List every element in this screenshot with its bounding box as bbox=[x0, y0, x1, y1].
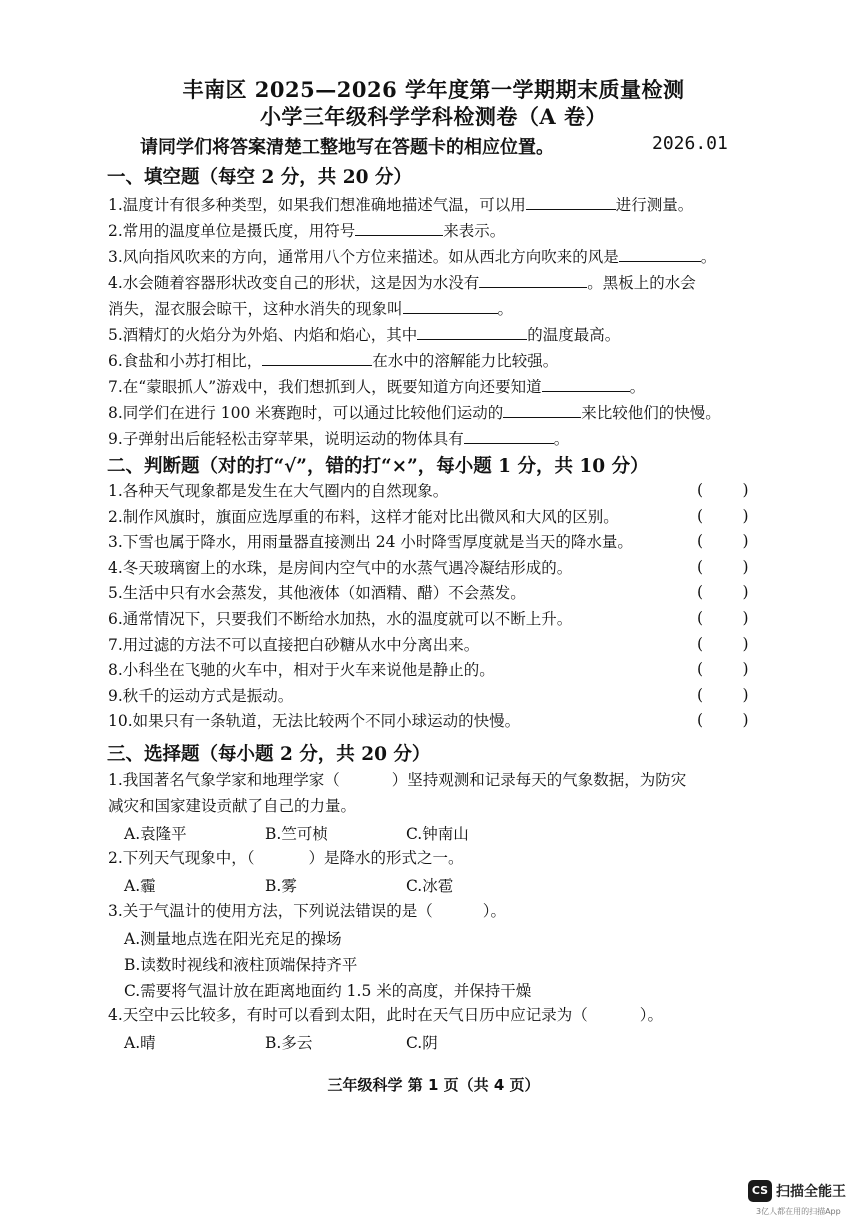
instruction-text: 请同学们将答案清楚工整地写在答题卡的相应位置。 bbox=[140, 137, 554, 158]
judgment-question: 5.生活中只有水会蒸发，其他液体（如酒精、醋）不会蒸发。 bbox=[108, 584, 526, 602]
answer-parentheses: ( ) bbox=[697, 711, 749, 729]
answer-blank bbox=[526, 193, 616, 210]
judgment-question: 2.制作风旗时，旗面应选厚重的布料，这样才能对比出微风和大风的区别。 bbox=[108, 508, 619, 526]
choice-question-1-cont: 减灾和国家建设贡献了自己的力量。 bbox=[108, 797, 357, 815]
fill-question-2: 2.常用的温度单位是摄氏度，用符号 来表示。 bbox=[108, 219, 505, 241]
option-b: B.多云 bbox=[265, 1034, 313, 1052]
fill-question-6: 6.食盐和小苏打相比， 在水中的溶解能力比较强。 bbox=[108, 349, 558, 371]
option-a: A.晴 bbox=[124, 1034, 156, 1052]
answer-parentheses: ( ) bbox=[697, 686, 749, 704]
option-a: A.霾 bbox=[124, 877, 156, 895]
fill-question-7: 7.在“蒙眼抓人”游戏中，我们想抓到人，既要知道方向还要知道 。 bbox=[108, 375, 645, 397]
option-c: C.冰雹 bbox=[406, 877, 454, 895]
answer-blank bbox=[542, 375, 630, 392]
judgment-question: 9.秋千的运动方式是振动。 bbox=[108, 687, 294, 705]
answer-parentheses: ( ) bbox=[697, 635, 749, 653]
judgment-question: 6.通常情况下，只要我们不断给水加热，水的温度就可以不断上升。 bbox=[108, 610, 573, 628]
answer-parentheses: ( ) bbox=[697, 660, 749, 678]
answer-parentheses: ( ) bbox=[697, 558, 749, 576]
option-b: B.竺可桢 bbox=[265, 825, 328, 843]
choice-question-2: 2.下列天气现象中，（ ）是降水的形式之一。 bbox=[108, 849, 464, 867]
option-b: B.雾 bbox=[265, 877, 297, 895]
fill-question-9: 9.子弹射出后能轻松击穿苹果，说明运动的物体具有 。 bbox=[108, 427, 569, 449]
section-1-heading: 一、填空题（每空 2 分，共 20 分） bbox=[107, 167, 412, 188]
answer-parentheses: ( ) bbox=[697, 609, 749, 627]
option-c: C.钟南山 bbox=[406, 825, 469, 843]
answer-blank bbox=[503, 401, 581, 418]
option-c: C.阴 bbox=[406, 1034, 438, 1052]
answer-parentheses: ( ) bbox=[697, 507, 749, 525]
answer-blank bbox=[479, 271, 587, 288]
choice-question-3: 3.关于气温计的使用方法，下列说法错误的是（ ）。 bbox=[108, 902, 507, 920]
choice-option-3c: C.需要将气温计放在距离地面约 1.5 米的高度，并保持干燥 bbox=[124, 982, 532, 1000]
choice-question-4: 4.天空中云比较多，有时可以看到太阳，此时在天气日历中应记录为（ ）。 bbox=[108, 1006, 664, 1024]
answer-parentheses: ( ) bbox=[697, 583, 749, 601]
answer-blank bbox=[355, 219, 443, 236]
fill-question-8: 8.同学们在进行 100 米赛跑时，可以通过比较他们运动的 来比较他们的快慢。 bbox=[108, 401, 721, 423]
fill-question-4: 4.水会随着容器形状改变自己的形状，这是因为水没有 。黑板上的水会 bbox=[108, 271, 696, 293]
fill-question-3: 3.风向指风吹来的方向，通常用八个方位来描述。如从西北方向吹来的风是 。 bbox=[108, 245, 716, 267]
section-2-heading: 二、判断题（对的打“√”，错的打“×”，每小题 1 分，共 10 分） bbox=[107, 456, 649, 477]
choice-question-1: 1.我国著名气象学家和地理学家（ ）坚持观测和记录每天的气象数据，为防灾 bbox=[108, 771, 687, 789]
judgment-question: 7.用过滤的方法不可以直接把白砂糖从水中分离出来。 bbox=[108, 636, 480, 654]
exam-title: 丰南区 2025—2026 学年度第一学期期末质量检测 bbox=[182, 77, 685, 102]
exam-date: 2026.01 bbox=[652, 133, 728, 154]
answer-parentheses: ( ) bbox=[697, 481, 749, 499]
answer-blank bbox=[262, 349, 372, 366]
exam-subtitle: 小学三年级科学学科检测卷（A 卷） bbox=[259, 104, 608, 129]
instruction-line bbox=[140, 133, 728, 159]
watermark-name: 扫描全能王 bbox=[776, 1184, 846, 1200]
judgment-question: 8.小科坐在飞驰的火车中，相对于火车来说他是静止的。 bbox=[108, 661, 495, 679]
answer-blank bbox=[417, 323, 527, 340]
camscanner-logo-icon: CS bbox=[748, 1180, 772, 1202]
fill-question-4-cont: 消失，湿衣服会晾干，这种水消失的现象叫 。 bbox=[108, 297, 513, 319]
answer-blank bbox=[464, 427, 554, 444]
judgment-question: 3.下雪也属于降水，用雨量器直接测出 24 小时降雪厚度就是当天的降水量。 bbox=[108, 533, 633, 551]
option-a: A.袁隆平 bbox=[124, 825, 187, 843]
answer-blank bbox=[619, 245, 701, 262]
section-3-heading: 三、选择题（每小题 2 分，共 20 分） bbox=[107, 744, 431, 765]
answer-parentheses: ( ) bbox=[697, 532, 749, 550]
fill-question-5: 5.酒精灯的火焰分为外焰、内焰和焰心，其中 的温度最高。 bbox=[108, 323, 620, 345]
choice-option-3a: A.测量地点选在阳光充足的操场 bbox=[124, 930, 342, 948]
fill-question-1: 1.温度计有很多种类型，如果我们想准确地描述气温，可以用 进行测量。 bbox=[108, 193, 693, 215]
judgment-question: 1.各种天气现象都是发生在大气圈内的自然现象。 bbox=[108, 482, 449, 500]
watermark-tagline: 3亿人都在用的扫描App bbox=[756, 1207, 841, 1216]
judgment-question: 10.如果只有一条轨道，无法比较两个不同小球运动的快慢。 bbox=[108, 712, 521, 730]
choice-option-3b: B.读数时视线和液柱顶端保持齐平 bbox=[124, 956, 358, 974]
page-footer: 三年级科学 第 1 页（共 4 页） bbox=[327, 1076, 540, 1094]
answer-blank bbox=[403, 297, 498, 314]
judgment-question: 4.冬天玻璃窗上的水珠，是房间内空气中的水蒸气遇冷凝结形成的。 bbox=[108, 559, 573, 577]
